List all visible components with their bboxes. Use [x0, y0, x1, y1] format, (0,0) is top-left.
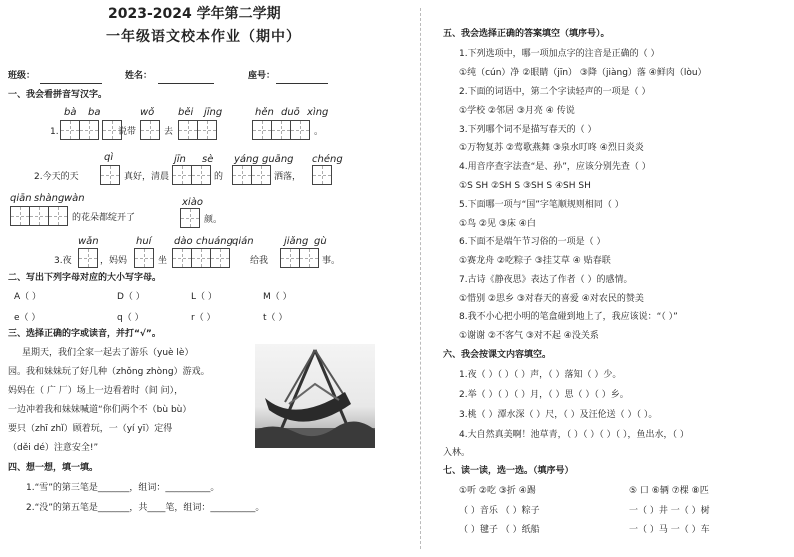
pinyin: wàn	[64, 193, 85, 204]
right-column	[425, 0, 794, 557]
pinyin: wǎn	[78, 236, 99, 247]
page-fold	[420, 8, 421, 549]
sentence-text: 。	[314, 127, 324, 137]
poem-fill[interactable]: 2.举（ ）（ ）（ ）月，（ ）思（ ）（ ）乡。	[459, 390, 629, 400]
mc-question: 1.下列选项中，哪一项加点字的注音是正确的（ ）	[459, 49, 660, 59]
letter-blank[interactable]: M（ ）	[263, 292, 292, 302]
tianzige-group[interactable]	[140, 120, 159, 140]
tianzige-group[interactable]	[134, 248, 153, 268]
sentence-text: 洒落，	[274, 172, 302, 182]
passage-line: 一边冲着我和妹妹喊道“你们两个不（bù bù）	[8, 405, 192, 415]
measure-word-options: ⑤ 口 ⑥辆 ⑦棵 ⑧匹	[629, 486, 709, 496]
section-5-heading: 五、我会选择正确的答案填空（填序号）。	[443, 29, 610, 39]
passage-line: 星期天，我们全家一起去了游乐（yuè lè）	[22, 348, 194, 358]
pinyin: bà	[64, 107, 77, 118]
pinyin: qiān	[10, 193, 32, 204]
passage-line: （děi dé）注意安全!”	[8, 443, 99, 453]
mc-options[interactable]: ①鸟 ②见 ③床 ④白	[459, 219, 536, 229]
pinyin: ba	[88, 107, 101, 118]
passage-line: 要只（zhī zhǐ）顾着玩，一（yí yī）定得	[8, 424, 173, 434]
class-label: 班级：	[8, 71, 36, 81]
stroke-question[interactable]: 1.“雪”的第三笔是_______，组词：__________。	[26, 483, 220, 493]
sentence-text: 的	[214, 172, 224, 182]
match-row[interactable]: （ ）音乐 （ ）粽子	[459, 506, 540, 516]
section-4-heading: 四、想一想，填一填。	[8, 463, 99, 473]
tianzige-group[interactable]	[232, 165, 270, 185]
letter-blank[interactable]: t（ ）	[263, 313, 288, 323]
amusement-ride-photo	[255, 344, 375, 448]
sentence-text: 3.夜	[54, 256, 72, 266]
pinyin: sè	[202, 154, 214, 165]
class-field[interactable]	[40, 82, 102, 84]
mc-options[interactable]: ①S SH ②SH S ③SH S ④SH SH	[459, 181, 591, 191]
section-6-heading: 六、我会按课文内容填空。	[443, 350, 552, 360]
sentence-text: 去	[164, 127, 174, 137]
poem-fill-tail: 入林。	[443, 448, 471, 458]
tianzige-group[interactable]	[172, 248, 229, 268]
pinyin: xìng	[307, 107, 329, 118]
tianzige-group[interactable]	[180, 208, 199, 228]
mc-question: 8.我不小心把小明的笔盒碰到地上了，我应该说：“（ ）”	[459, 312, 678, 322]
letter-blank[interactable]: D（ ）	[117, 292, 145, 302]
pinyin: jiǎng	[284, 236, 309, 247]
pinyin: jīng	[204, 107, 223, 118]
pinyin: shàng	[34, 193, 65, 204]
passage-line: 园。我和妹妹玩了好几种（zhǒng zhòng）游戏。	[8, 367, 210, 377]
mc-options[interactable]: ①纯（cún）净 ②眼睛（jīn） ③降（jiàng）落 ④鲜肉（lòu）	[459, 68, 707, 78]
mc-options[interactable]: ①万物复苏 ②莺歌燕舞 ③泉水叮咚 ④烈日炎炎	[459, 143, 644, 153]
pinyin: yáng	[234, 154, 259, 165]
poem-fill[interactable]: 1.夜（ ）（ ）（ ）声，（ ）落知（ ）少。	[459, 370, 622, 380]
poem-fill[interactable]: 4.大自然真美啊！池草青，（ ）（ ）（ ）（ ），鱼出水，（ ）	[459, 430, 689, 440]
match-row[interactable]: 一（ ）井 一（ ）树	[629, 506, 710, 516]
sentence-text: 事。	[322, 256, 341, 266]
sentence-text: 说带	[118, 127, 137, 137]
sentence-text: 坐	[158, 256, 168, 266]
pinyin: qián	[232, 236, 254, 247]
mc-question: 6.下面不是端午节习俗的一项是（ ）	[459, 237, 606, 247]
tianzige-group[interactable]	[60, 120, 121, 140]
verb-options: ①听 ②吃 ③折 ④踢	[459, 486, 536, 496]
pinyin: qì	[104, 152, 114, 163]
mc-question: 2.下面的词语中，第二个字读轻声的一项是（ ）	[459, 87, 651, 97]
page-title: 一年级语文校本作业（期中）	[106, 29, 301, 45]
pinyin: jīn	[174, 154, 186, 165]
letter-blank[interactable]: A（ ）	[14, 292, 42, 302]
name-field[interactable]	[158, 82, 214, 84]
pinyin: běi	[178, 107, 194, 118]
name-label: 姓名：	[125, 71, 153, 81]
school-year: 2023-2024 学年第二学期	[108, 6, 281, 22]
sentence-text: 真好，清晨	[124, 172, 170, 182]
poem-fill[interactable]: 3.桃（ ）潭水深（ ）尺，（ ）及汪伦送（ ）（ ）。	[459, 410, 658, 420]
pinyin: hěn	[255, 107, 274, 118]
pinyin: xiào	[182, 197, 203, 208]
seat-field[interactable]	[276, 82, 328, 84]
sentence-text: 颜。	[204, 215, 223, 225]
tianzige-group[interactable]	[78, 248, 97, 268]
pinyin: dào	[174, 236, 193, 247]
match-row[interactable]: （ ）毽子 （ ）纸船	[459, 525, 540, 535]
tianzige-group[interactable]	[252, 120, 309, 140]
pinyin: chuáng	[196, 236, 233, 247]
pinyin: huí	[136, 236, 152, 247]
mc-options[interactable]: ①赛龙舟 ②吃粽子 ③挂艾草 ④ 贴春联	[459, 256, 611, 266]
pinyin: gù	[314, 236, 327, 247]
tianzige-group[interactable]	[312, 165, 331, 185]
tianzige-group[interactable]	[100, 165, 119, 185]
letter-blank[interactable]: e（ ）	[14, 313, 41, 323]
mc-options[interactable]: ①学校 ②邻居 ③月亮 ④ 传说	[459, 106, 575, 116]
tianzige-group[interactable]	[178, 120, 216, 140]
pinyin: wǒ	[140, 107, 155, 118]
tianzige-group[interactable]	[172, 165, 210, 185]
sentence-text: 2.今天的天	[34, 172, 79, 182]
letter-blank[interactable]: r（ ）	[191, 313, 216, 323]
pinyin: guāng	[262, 154, 294, 165]
tianzige-group[interactable]	[280, 248, 318, 268]
section-3-heading: 三、选择正确的字或读音，并打“√”。	[8, 329, 161, 339]
sentence-text: 的花朵都绽开了	[72, 213, 136, 223]
mc-question: 5.下面哪一项与“国”字笔顺规则相同（ ）	[459, 200, 624, 210]
section-1-heading: 一、我会看拼音写汉字。	[8, 90, 108, 100]
mc-question: 4.用音序查字法查“是、孙”，应该分别先查（ ）	[459, 162, 651, 172]
mc-question: 7.古诗《静夜思》表达了作者（ ）的感情。	[459, 275, 633, 285]
passage-line: 妈妈在（ 广 厂）场上一边看着时（间 问），	[8, 386, 184, 396]
section-2-heading: 二、写出下列字母对应的大小写字母。	[8, 273, 162, 283]
tianzige-group[interactable]	[10, 206, 67, 226]
pinyin: duō	[281, 107, 300, 118]
seat-label: 座号：	[248, 71, 276, 81]
mc-options[interactable]: ①惜别 ②思乡 ③对春天的喜爱 ④对农民的赞美	[459, 294, 644, 304]
section-7-heading: 七、读一读，选一选。（填序号）	[443, 466, 574, 476]
sentence-text: ，妈妈	[100, 256, 128, 266]
letter-blank[interactable]: L（ ）	[191, 292, 217, 302]
stroke-question[interactable]: 2.“没”的第五笔是_______，共____笔，组词：__________。	[26, 503, 265, 513]
question-number: 1.	[50, 127, 59, 137]
mc-options[interactable]: ①谢谢 ②不客气 ③对不起 ④没关系	[459, 331, 599, 341]
match-row[interactable]: 一（ ）马 一（ ）车	[629, 525, 710, 535]
mc-question: 3.下列哪个词不是描写春天的（ ）	[459, 125, 597, 135]
sentence-text: 给我	[250, 256, 269, 266]
letter-blank[interactable]: q（ ）	[117, 313, 144, 323]
pinyin: chéng	[312, 154, 343, 165]
